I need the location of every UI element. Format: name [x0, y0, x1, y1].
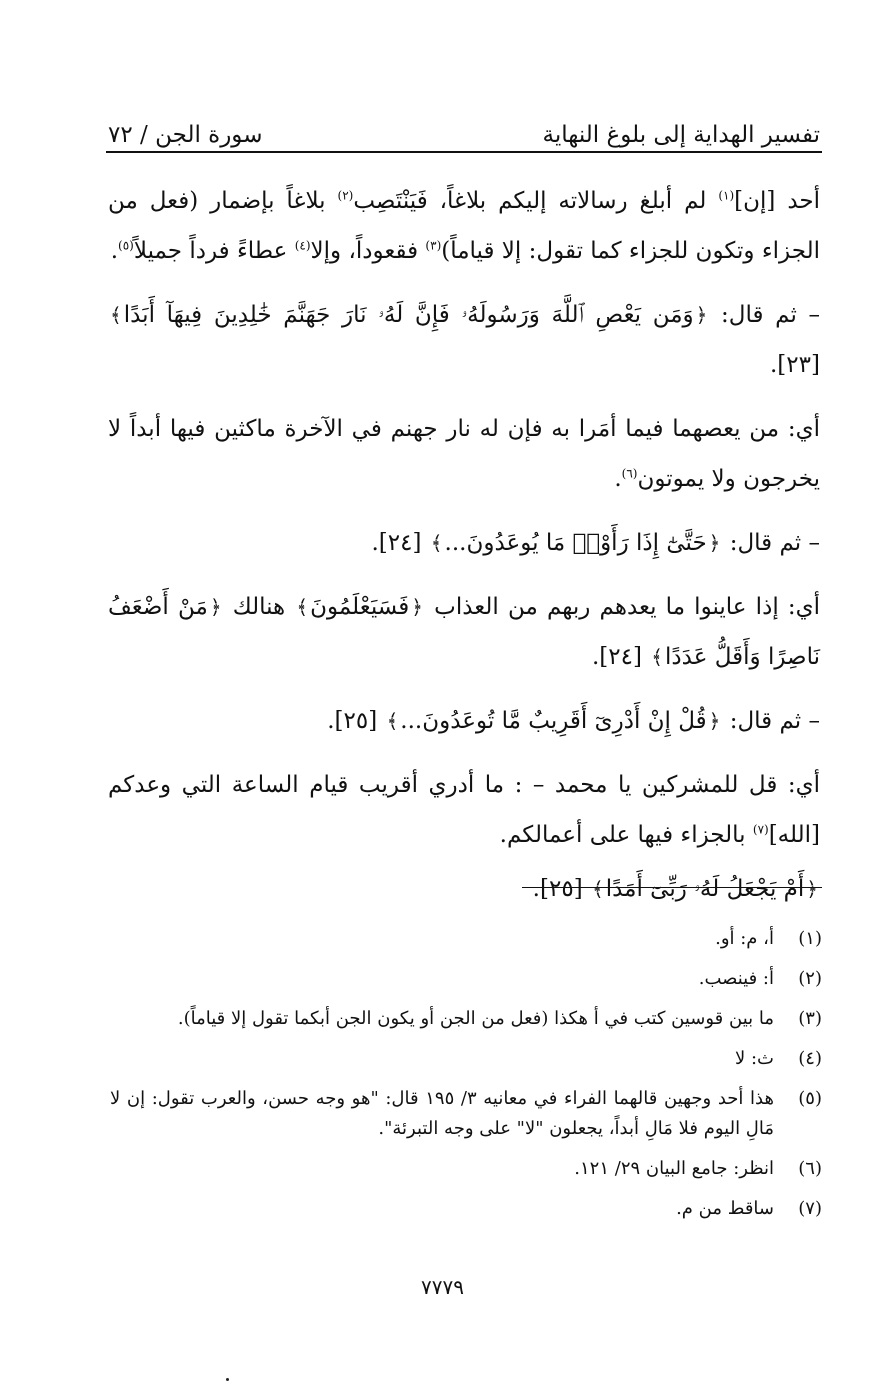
- footnote-ref-3[interactable]: (٣): [425, 238, 442, 253]
- page-number: ٧٧٧٩: [421, 1275, 464, 1299]
- footnote-number: (٣): [798, 1008, 822, 1029]
- main-text: [108, 176, 820, 928]
- verse-line-25b: [108, 864, 820, 914]
- footnote-7: [110, 1194, 822, 1224]
- scan-speck: [226, 1378, 229, 1381]
- footnote-number: (٧): [798, 1198, 822, 1219]
- paragraph-3: أي: من يعصهما فيما أمَرا به فإن له نار جهنم في الآخرة ماكثين فيها أبداً لا يخرجون ولا يموتون$^{(٦)}$.: [108, 416, 820, 492]
- footnote-text: ساقط من م.: [676, 1198, 774, 1219]
- verse-line-23: – ثم قال: ﴿وَمَن يَعْصِ ٱللَّهَ وَرَسُولَهُۥ فَإِنَّ لَهُۥ نَارَ جَهَنَّمَ خَٰلِدِينَ فِيهَآ أَبَدًا﴾ [٢٣].: [110, 302, 821, 378]
- footnote-ref-6[interactable]: (٦): [621, 466, 638, 481]
- verse-ref: [٢٤].: [591, 644, 650, 670]
- footnote-number: (٤): [798, 1048, 822, 1069]
- footnotes: [110, 924, 822, 1234]
- footnote-5: [110, 1084, 822, 1144]
- verse-close-ornament: ﴾: [651, 645, 664, 669]
- quran-fragment-2: مَنْ أَضْعَفُ نَاصِرًا وَأَقَلُّ عَدَدًا: [108, 594, 820, 670]
- paragraph-7: أي: قل للمشركين يا محمد – : ما أدري أقريب قيام الساعة التي وعدكم [الله]$^{(٧)}$ بالجزاء فيها على أعمالكم.: [108, 772, 820, 848]
- footnote-divider: [522, 887, 822, 888]
- footnote-1: [110, 924, 822, 954]
- footnote-text: ث: لا: [735, 1048, 774, 1069]
- footnote-ref-4[interactable]: (٤): [294, 238, 311, 253]
- verse-close-ornament: ﴾: [591, 877, 604, 901]
- footnote-3: [110, 1004, 822, 1034]
- footnote-2: [110, 964, 822, 994]
- verse-open-ornament: ﴿: [695, 303, 708, 327]
- footnote-text: انظر: جامع البيان ٢٩/ ١٢١.: [574, 1158, 774, 1179]
- footnote-ref-2[interactable]: (٢): [337, 188, 354, 203]
- verse-line-24: – ثم قال: ﴿حَتَّىٰٓ إِذَا رَأَوْا۟ مَا يُوعَدُونَ...﴾ [٢٤].: [371, 530, 820, 556]
- page-header: [108, 104, 820, 148]
- header-divider: [106, 151, 822, 153]
- verse-close-ornament: ﴾: [430, 531, 443, 555]
- quran-verse-25: قُلْ إِنْ أَدْرِىٓ أَقَرِيبٌ مَّا تُوعَدُونَ...: [400, 708, 707, 734]
- verse-ref: [٢٣].: [770, 352, 820, 378]
- quran-verse-24: حَتَّىٰٓ إِذَا رَأَوْا۟ مَا يُوعَدُونَ...: [444, 530, 707, 556]
- footnote-4: [110, 1044, 822, 1074]
- quran-fragment-1: فَسَيَعْلَمُونَ: [310, 594, 410, 620]
- verse-open-ornament: ﴿: [806, 877, 818, 901]
- quran-verse-25b: أَمْ يَجْعَلُ لَهُۥ رَبِّىٓ أَمَدًا: [605, 876, 805, 902]
- footnote-6: [110, 1154, 822, 1184]
- footnote-text: هذا أحد وجهين قالهما الفراء في معانيه ٣/ ١٩٥ قال: "هو وجه حسن، والعرب تقول: إن لا مَالِ اليوم فلا مَالِ أبداً، يجعلون "لا" على وجه التبرئة".: [110, 1088, 774, 1139]
- verse-close-ornament: ﴾: [296, 595, 309, 619]
- verse-ref: [٢٥].: [532, 876, 590, 902]
- surah-page-label: سورة الجن / ٧٢: [108, 122, 263, 148]
- footnote-number: (٦): [798, 1158, 822, 1179]
- footnote-text: ما بين قوسين كتب في أ هكذا (فعل من الجن أو يكون الجن أبكما تقول إلا قياماً).: [177, 1008, 774, 1029]
- paragraph-5: أي: إذا عاينوا ما يعدهم ربهم من العذاب ﴿فَسَيَعْلَمُونَ﴾ هنالك ﴿مَنْ أَضْعَفُ نَاصِرًا وَأَقَلُّ عَدَدًا﴾ [٢٤].: [108, 594, 821, 670]
- verse-open-ornament: ﴿: [708, 709, 721, 733]
- footnote-number: (٢): [798, 968, 822, 989]
- verse-open-ornament: ﴿: [708, 531, 721, 555]
- verse-open-ornament: ﴿: [209, 595, 222, 619]
- footnote-text: أ: فينصب.: [698, 968, 774, 989]
- book-title: تفسير الهداية إلى بلوغ النهاية: [542, 122, 820, 148]
- verse-close-ornament: ﴾: [110, 303, 122, 327]
- verse-close-ornament: ﴾: [386, 709, 399, 733]
- quran-verse-23: وَمَن يَعْصِ ٱللَّهَ وَرَسُولَهُۥ فَإِنَّ لَهُۥ نَارَ جَهَنَّمَ خَٰلِدِينَ فِيهَآ أَبَدًا: [123, 302, 694, 328]
- verse-line-25: – ثم قال: ﴿قُلْ إِنْ أَدْرِىٓ أَقَرِيبٌ مَّا تُوعَدُونَ...﴾ [٢٥].: [327, 708, 820, 734]
- footnote-ref-1[interactable]: (١): [718, 188, 735, 203]
- paragraph-1: أحد [إن]$^{(١)}$ لم أبلغ رسالاته إليكم بلاغاً، فَيَنْتَصِب$^{(٢)}$ بلاغاً بإضمار (فعل من الجزاء وتكون للجزاء كما تقول: إلا قياماً)$^{(٣)}$ فقعوداً، وإلا$^{(٤)}$ عطاءً فرداً جميلاً$^{(٥)}$.: [108, 188, 820, 264]
- verse-ref: [٢٤].: [371, 530, 429, 556]
- verse-open-ornament: ﴿: [411, 595, 424, 619]
- footnote-number: (٥): [798, 1088, 822, 1109]
- footnote-ref-5[interactable]: (٥): [118, 238, 134, 253]
- footnote-ref-7[interactable]: (٧): [752, 822, 769, 837]
- verse-ref: [٢٥].: [327, 708, 385, 734]
- footnote-number: (١): [798, 928, 822, 949]
- footnote-text: أ، م: أو.: [715, 928, 774, 949]
